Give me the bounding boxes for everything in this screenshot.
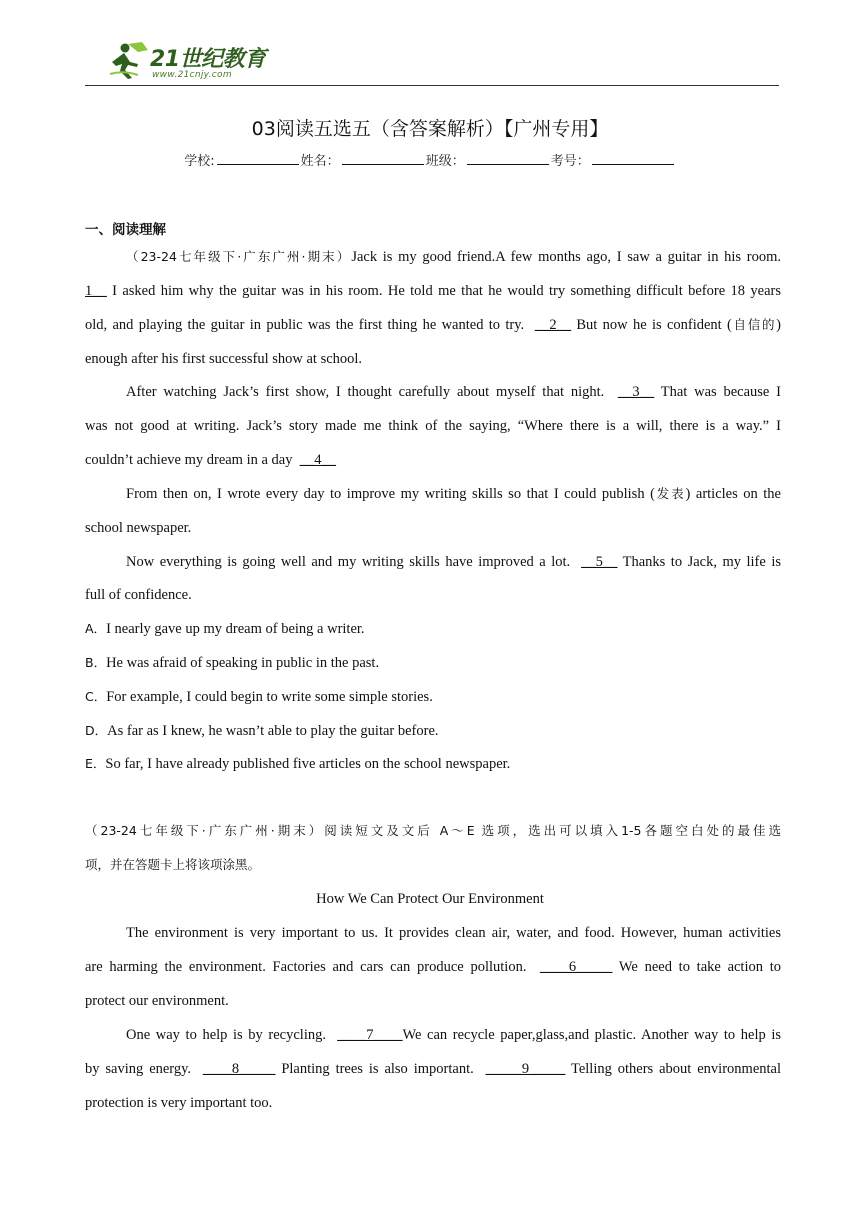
passage1-line [126, 484, 781, 504]
passage2-line: The environment is very important to us. It provides clean air, water, and food. However, human activities [126, 925, 781, 941]
passage2-line: protection is very important too. [85, 1095, 273, 1111]
blank-7: ____7____ [337, 1027, 403, 1043]
passage1-line [126, 247, 781, 267]
option-letter: A． [85, 621, 107, 636]
passage2-line: protect our environment. [85, 993, 229, 1009]
text-run: Telling others about environmental [565, 1061, 781, 1077]
blank-6: ____6_____ [539, 959, 613, 975]
blank-9: _____9_____ [485, 1061, 566, 1077]
option-text: So far, I have already published five articles on the school newspaper. [105, 756, 511, 772]
text-run: ) articles on the [685, 486, 781, 502]
passage2-line [85, 957, 781, 977]
text-run: From then on, I wrote every day to improve my writing skills so that I could publish ( [126, 486, 655, 502]
logo-text: 21世纪教育 [150, 47, 266, 72]
blank-8: ____8_____ [202, 1061, 276, 1077]
runner-logo-icon [108, 40, 152, 80]
option-text: He was afraid of speaking in public in the past. [106, 655, 380, 671]
text-run: Planting trees is also important. [275, 1061, 474, 1077]
passage1-line [85, 450, 781, 470]
option-a [85, 619, 781, 639]
blank-1: 1__ [85, 283, 107, 299]
option-letter: D． [85, 723, 108, 738]
number-label: 考号： [550, 154, 590, 169]
section-heading: 一、阅读理解 [85, 222, 166, 238]
logo-url: www.21cnjy.com [152, 70, 232, 80]
name-field[interactable] [342, 152, 424, 165]
text-run: One way to help is by recycling. [126, 1027, 326, 1043]
option-b [85, 653, 781, 673]
passage1-line [126, 382, 781, 402]
page-title: 03阅读五选五（含答案解析）【广州专用】 [251, 118, 609, 140]
instruction-line: （23-24七年级下·广东广州·期末）阅读短文及文后 A～E 选项，选出可以填入1-5各题空白处的最佳选 [85, 823, 781, 838]
text-run: are harming the environment. Factories and cars can produce pollution. [85, 959, 527, 975]
option-letter: C． [85, 689, 107, 704]
school-field[interactable] [217, 152, 299, 165]
school-label: 学校: [184, 154, 215, 169]
option-letter: B． [85, 655, 107, 670]
option-text: As far as I knew, he wasn’t able to play the guitar before. [107, 723, 439, 739]
text-run: That was because I [654, 384, 781, 400]
passage2-line [85, 1059, 781, 1079]
option-letter: E． [85, 756, 106, 771]
gloss: 自信的 [731, 317, 777, 332]
logo [108, 40, 278, 84]
class-label: 班级： [425, 154, 465, 169]
class-field[interactable] [467, 152, 549, 165]
option-text: For example, I could begin to write some simple stories. [106, 689, 433, 705]
gloss: 发表 [654, 486, 686, 501]
text-run: ) [776, 317, 781, 333]
text-run: by saving energy. [85, 1061, 192, 1077]
source-note: （23-24七年级下·广东广州·期末） [126, 249, 352, 264]
header-divider [85, 85, 779, 86]
text-run: I asked him why the guitar was in his room. He told me that he would try something difficult before 18 years [106, 283, 781, 299]
passage1-line: school newspaper. [85, 520, 192, 536]
blank-4: __4__ [299, 452, 336, 468]
text-run: We need to take action to [612, 959, 782, 975]
text-run: Jack is my good friend.A few months ago, I saw a guitar in his room. [351, 249, 781, 265]
text-run: But now he is confident ( [571, 317, 732, 333]
blank-3: __3__ [617, 384, 655, 400]
passage1-line: was not good at writing. Jack’s story made me think of the saying, “Where there is a will, there is a way.” I [85, 418, 781, 434]
text-run: We can recycle paper,glass,and plastic. Another way to help is [402, 1027, 782, 1043]
passage2-line [126, 1025, 781, 1045]
option-text: I nearly gave up my dream of being a writer. [106, 621, 365, 637]
text-run: After watching Jack’s first show, I thought carefully about myself that night. [126, 384, 605, 400]
name-label: 姓名： [300, 154, 340, 169]
passage-title: How We Can Protect Our Environment [316, 891, 544, 907]
number-field[interactable] [592, 152, 674, 165]
text-run: old, and playing the guitar in public was the first thing he wanted to try. [85, 317, 525, 333]
text-run: Thanks to Jack, my life is [617, 554, 781, 570]
option-e [85, 754, 781, 774]
passage1-line: full of confidence. [85, 587, 192, 603]
passage1-line: enough after his first successful show at school. [85, 351, 363, 367]
option-c [85, 687, 781, 707]
option-d [85, 721, 781, 741]
instruction-line: 项，并在答题卡上将该项涂黑。 [85, 857, 261, 872]
passage1-line [85, 315, 781, 335]
blank-2: __2__ [534, 317, 572, 333]
blank-5: __5__ [581, 554, 618, 570]
student-info [0, 150, 860, 169]
passage1-line [85, 281, 781, 301]
text-run: couldn’t achieve my dream in a day [85, 452, 293, 468]
text-run: Now everything is going well and my writing skills have improved a lot. [126, 554, 571, 570]
passage1-line [126, 552, 781, 572]
